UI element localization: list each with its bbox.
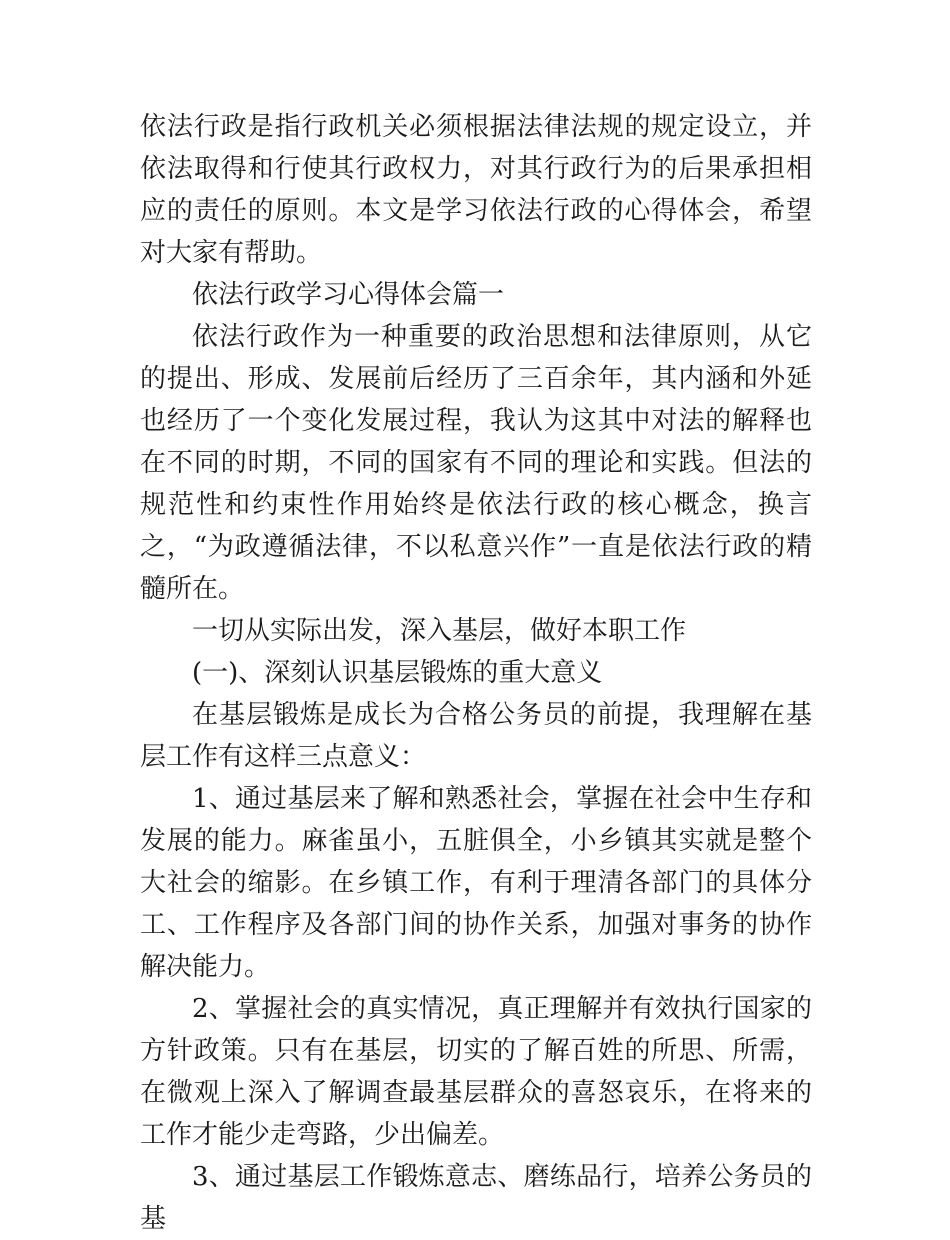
section-title: 依法行政学习心得体会篇一 [192,280,505,310]
list-item: 3、通过基层工作锻炼意志、磨练品行，培养公务员的基 [140,1162,812,1234]
body-paragraph: 依法行政作为一种重要的政治思想和法律原则，从它的提出、形成、发展前后经历了三百余年，其内涵和外延也经历了一个变化发展过程，我认为这其中对法的解释也在不同的时期，不同的国家有不同的理论和实践。但法的规范性和约束性作用始终是依法行政的核心概念，换言之，“为政遵循法律，不以私意兴作”一直是依法行政的精髓所在。 [140,322,812,604]
body-paragraph: 在基层锻炼是成长为合格公务员的前提，我理解在基层工作有这样三点意义： [140,700,812,772]
list-item: 2、掌握社会的真实情况，真正理解并有效执行国家的方针政策。只有在基层，切实的了解百姓的所思、所需，在微观上深入了解调查最基层群众的喜怒哀乐，在将来的工作才能少走弯路，少出偏差。 [140,994,812,1150]
subheading: (一)、深刻认识基层锻炼的重大意义 [192,658,603,688]
intro-paragraph: 依法行政是指行政机关必须根据法律法规的规定设立，并依法取得和行使其行政权力，对其行政行为的后果承担相应的责任的原则。本文是学习依法行政的心得体会，希望对大家有帮助。 [140,112,812,268]
subheading: 一切从实际出发，深入基层，做好本职工作 [192,616,687,646]
list-item: 1、通过基层来了解和熟悉社会，掌握在社会中生存和发展的能力。麻雀虽小，五脏俱全，小乡镇其实就是整个大社会的缩影。在乡镇工作，有利于理清各部门的具体分工、工作程序及各部门间的协作关系，加强对事务的协作解决能力。 [140,784,812,982]
document-body [140,106,812,1240]
